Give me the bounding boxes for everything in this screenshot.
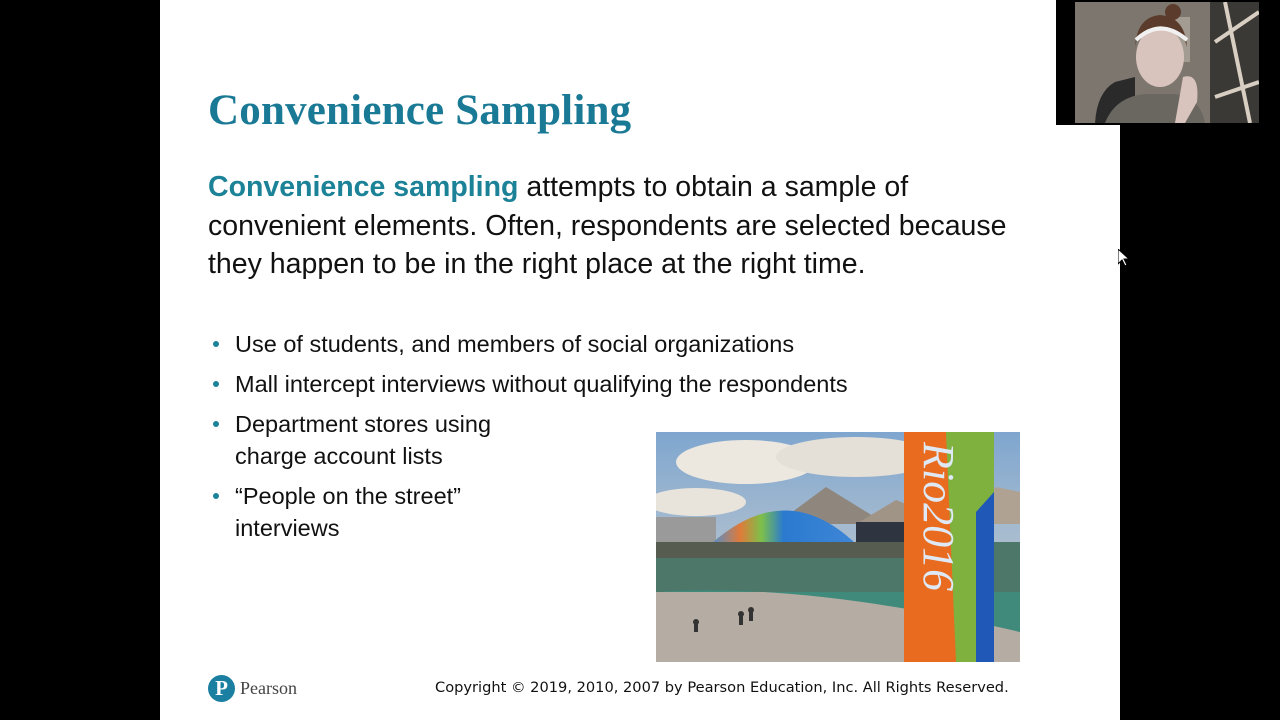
intro-text: attempts to obtain a sample of convenient elements. Often, respondents are selected because they happen to be in the right place at the right time. bbox=[208, 171, 1007, 280]
slide-title: Convenience Sampling bbox=[208, 87, 632, 134]
key-term: Convenience sampling bbox=[208, 171, 519, 203]
webcam-overlay bbox=[1056, 0, 1280, 125]
bullet-icon bbox=[213, 493, 219, 499]
bullet-icon bbox=[213, 421, 219, 427]
bullet-icon bbox=[213, 341, 219, 347]
slide bbox=[160, 0, 1120, 720]
bullet-icon bbox=[213, 381, 219, 387]
rio-2016-photo bbox=[656, 432, 1020, 662]
banner-text: Rio2016 bbox=[914, 442, 963, 592]
copyright-text: Copyright © 2019, 2010, 2007 by Pearson Education, Inc. All Rights Reserved. bbox=[435, 679, 1009, 696]
pearson-logo-text: Pearson bbox=[240, 678, 297, 698]
mouse-cursor-icon bbox=[1118, 249, 1130, 272]
pearson-logo bbox=[208, 675, 297, 702]
bullet-item: “People on the street” interviews bbox=[208, 480, 535, 544]
bullet-item: Department stores using charge account lists bbox=[208, 408, 535, 472]
presenter-video bbox=[1075, 2, 1259, 123]
bullet-item: Use of students, and members of social organizations bbox=[208, 328, 848, 360]
bullet-item: Mall intercept interviews without qualifying the respondents bbox=[208, 368, 848, 400]
intro-paragraph bbox=[208, 168, 1028, 284]
pearson-logo-icon: P bbox=[208, 675, 235, 702]
